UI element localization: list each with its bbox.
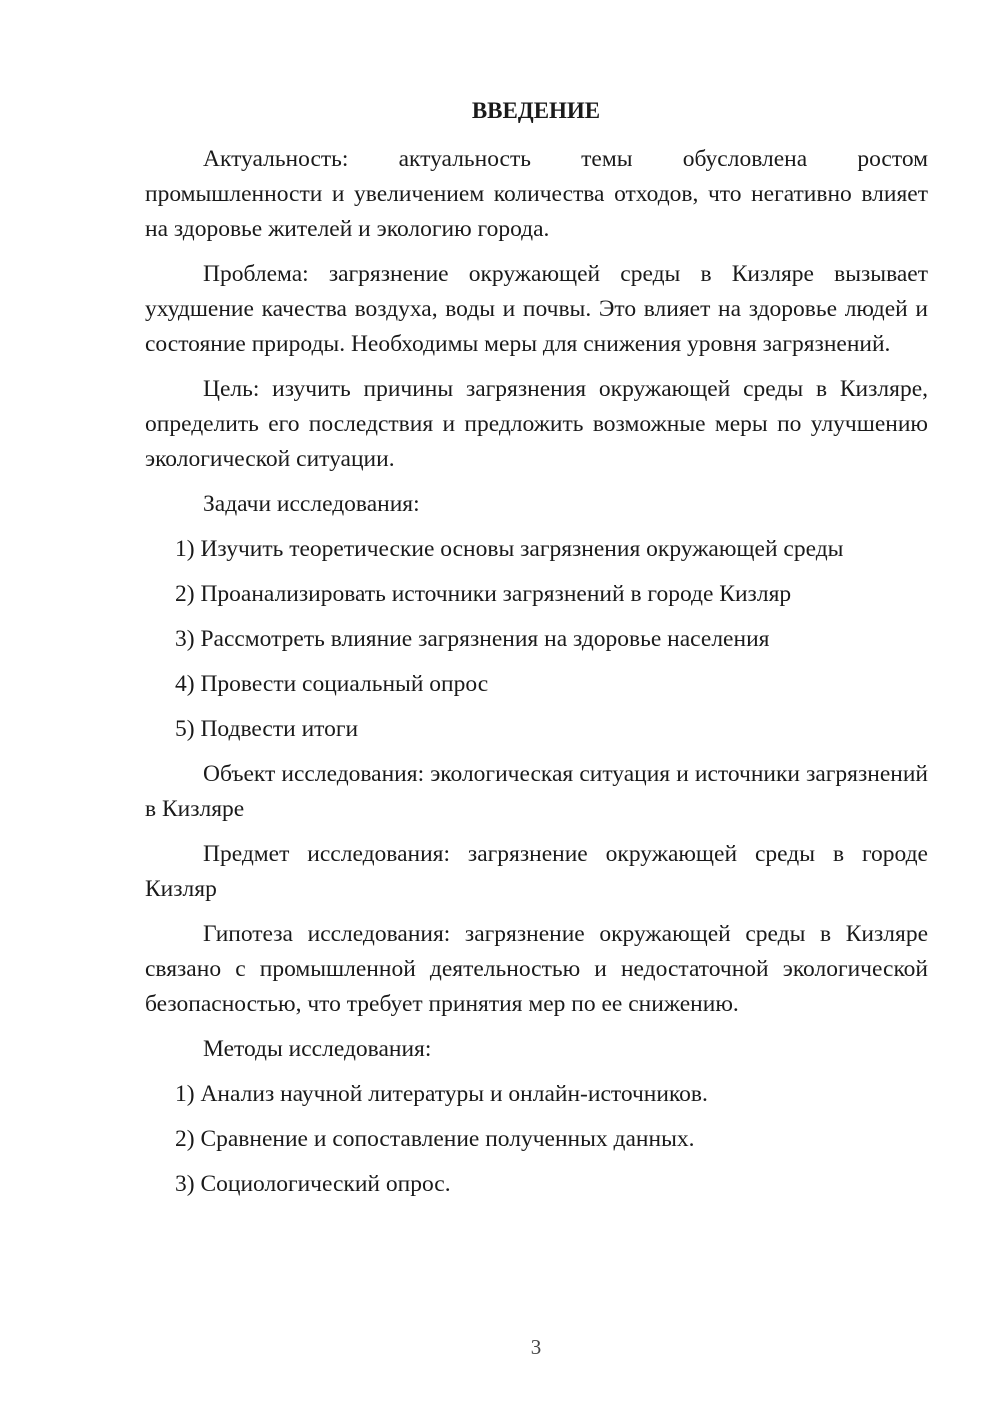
- list-item: 2) Сравнение и сопоставление полученных данных.: [175, 1126, 695, 1152]
- tasks-list: [145, 532, 928, 747]
- relevance-paragraph: Актуальность: актуальность темы обусловлена ростом промышленности и увеличением количества отходов, что негативно влияет на здоровье жителей и экологию города.: [145, 146, 928, 242]
- page-number: 3: [530, 1335, 542, 1359]
- methods-heading: Методы исследования:: [203, 1036, 432, 1062]
- object-paragraph: Объект исследования: экологическая ситуация и источники загрязнений в Кизляре: [145, 761, 928, 822]
- list-item: 3) Рассмотреть влияние загрязнения на здоровье населения: [175, 626, 770, 652]
- list-item: 3) Социологический опрос.: [175, 1171, 451, 1197]
- subject-paragraph: Предмет исследования: загрязнение окружающей среды в городе Кизляр: [145, 841, 928, 902]
- problem-paragraph: Проблема: загрязнение окружающей среды в Кизляре вызывает ухудшение качества воздуха, воды и почвы. Это влияет на здоровье людей и состояние природы. Необходимы меры для снижения уровня загрязнений.: [145, 261, 928, 357]
- list-item: 2) Проанализировать источники загрязнений в городе Кизляр: [175, 581, 792, 607]
- methods-list: [145, 1077, 928, 1202]
- list-item: 1) Анализ научной литературы и онлайн-источников.: [175, 1081, 708, 1107]
- tasks-heading: Задачи исследования:: [203, 491, 420, 517]
- list-item: 4) Провести социальный опрос: [175, 671, 489, 697]
- document-body: [145, 142, 928, 1212]
- list-item: 5) Подвести итоги: [175, 716, 359, 742]
- goal-paragraph: Цель: изучить причины загрязнения окружающей среды в Кизляре, определить его последствия и предложить возможные меры по улучшению экологической ситуации.: [145, 376, 928, 472]
- list-item: 1) Изучить теоретические основы загрязнения окружающей среды: [175, 536, 844, 562]
- hypothesis-paragraph: Гипотеза исследования: загрязнение окружающей среды в Кизляре связано с промышленной деятельностью и недостаточной экологической безопасностью, что требует принятия мер по ее снижению.: [145, 921, 928, 1017]
- section-title: ВВЕДЕНИЕ: [471, 98, 601, 123]
